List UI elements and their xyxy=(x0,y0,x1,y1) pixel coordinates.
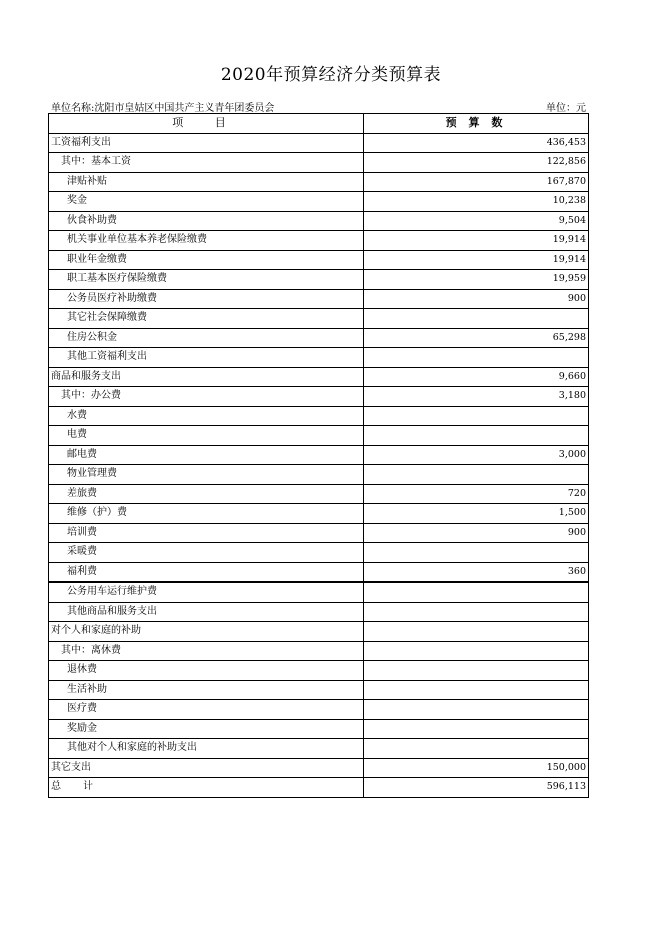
row-amount: 65,298 xyxy=(364,328,589,348)
row-item-name: 其它社会保障缴费 xyxy=(49,309,364,329)
row-amount xyxy=(364,348,589,368)
row-amount: 9,504 xyxy=(364,211,589,231)
row-item-name: 邮电费 xyxy=(49,445,364,465)
table-row xyxy=(49,328,589,348)
row-item-name: 对个人和家庭的补助 xyxy=(49,622,364,642)
row-item-name: 生活补助 xyxy=(49,680,364,700)
header-item: 项 目 xyxy=(49,114,364,134)
row-item-name: 奖金 xyxy=(49,192,364,212)
table-row xyxy=(49,270,589,290)
row-item-name: 公务员医疗补助缴费 xyxy=(49,289,364,309)
row-amount xyxy=(364,661,589,681)
row-amount xyxy=(364,680,589,700)
row-item-name: 差旅费 xyxy=(49,484,364,504)
row-item-name: 奖励金 xyxy=(49,719,364,739)
row-item-name: 住房公积金 xyxy=(49,328,364,348)
row-item-name: 其他工资福利支出 xyxy=(49,348,364,368)
row-item-name: 津贴补贴 xyxy=(49,172,364,192)
row-item-name: 其中：基本工资 xyxy=(49,153,364,173)
row-item-name: 职业年金缴费 xyxy=(49,250,364,270)
row-item-name: 福利费 xyxy=(49,562,364,582)
row-item-name: 水费 xyxy=(49,406,364,426)
row-amount xyxy=(364,426,589,446)
row-amount: 436,453 xyxy=(364,133,589,153)
table-row xyxy=(49,484,589,504)
row-amount xyxy=(364,309,589,329)
row-item-name: 总计 xyxy=(49,778,364,798)
table-row xyxy=(49,387,589,407)
table-row xyxy=(49,172,589,192)
table-body xyxy=(49,133,589,797)
table-row xyxy=(49,680,589,700)
row-amount xyxy=(364,543,589,563)
row-amount: 596,113 xyxy=(364,778,589,798)
row-item-name: 其他对个人和家庭的补助支出 xyxy=(49,739,364,759)
table-row xyxy=(49,426,589,446)
row-amount: 900 xyxy=(364,289,589,309)
table-row xyxy=(49,739,589,759)
row-item-name: 其中：离休费 xyxy=(49,641,364,661)
row-amount: 720 xyxy=(364,484,589,504)
table-row xyxy=(49,562,589,582)
row-amount xyxy=(364,602,589,622)
table-row xyxy=(49,523,589,543)
row-amount xyxy=(364,719,589,739)
row-item-name: 工资福利支出 xyxy=(49,133,364,153)
row-amount xyxy=(364,700,589,720)
row-amount: 9,660 xyxy=(364,367,589,387)
table-row xyxy=(49,602,589,622)
row-amount xyxy=(364,641,589,661)
table-row xyxy=(49,641,589,661)
row-item-name: 维修（护）费 xyxy=(49,504,364,524)
table-row xyxy=(49,231,589,251)
row-item-name: 公务用车运行维护费 xyxy=(49,582,364,602)
row-item-name: 采暖费 xyxy=(49,543,364,563)
row-amount xyxy=(364,739,589,759)
row-item-name: 其它支出 xyxy=(49,758,364,778)
row-amount: 150,000 xyxy=(364,758,589,778)
table-row xyxy=(49,582,589,602)
row-item-name: 商品和服务支出 xyxy=(49,367,364,387)
table-row xyxy=(49,543,589,563)
row-amount: 900 xyxy=(364,523,589,543)
currency-unit: 单位：元 xyxy=(546,103,586,114)
row-amount xyxy=(364,622,589,642)
row-item-name: 培训费 xyxy=(49,523,364,543)
row-item-name: 职工基本医疗保险缴费 xyxy=(49,270,364,290)
row-amount: 19,914 xyxy=(364,250,589,270)
table-row xyxy=(49,211,589,231)
row-amount: 167,870 xyxy=(364,172,589,192)
table-row xyxy=(49,367,589,387)
table-row xyxy=(49,445,589,465)
table-row xyxy=(49,309,589,329)
row-item-name: 医疗费 xyxy=(49,700,364,720)
row-item-name: 其中：办公费 xyxy=(49,387,364,407)
row-amount xyxy=(364,406,589,426)
row-amount: 3,000 xyxy=(364,445,589,465)
row-item-name: 其他商品和服务支出 xyxy=(49,602,364,622)
row-amount xyxy=(364,465,589,485)
table-row xyxy=(49,192,589,212)
row-amount: 19,914 xyxy=(364,231,589,251)
table-row xyxy=(49,406,589,426)
table-row xyxy=(49,153,589,173)
page-title: 2020年预算经济分类预算表 xyxy=(220,65,442,85)
table-row xyxy=(49,622,589,642)
table-row xyxy=(49,133,589,153)
row-item-name: 电费 xyxy=(49,426,364,446)
row-amount: 1,500 xyxy=(364,504,589,524)
unit-name: 单位名称:沈阳市皇姑区中国共产主义青年团委员会 xyxy=(51,103,275,114)
table-row xyxy=(49,250,589,270)
row-amount: 360 xyxy=(364,562,589,582)
table-row xyxy=(49,661,589,681)
row-amount: 19,959 xyxy=(364,270,589,290)
table-row xyxy=(49,348,589,368)
table-row xyxy=(49,758,589,778)
table-row xyxy=(49,504,589,524)
table-row xyxy=(49,289,589,309)
row-item-name: 伙食补助费 xyxy=(49,211,364,231)
row-amount: 10,238 xyxy=(364,192,589,212)
table-header-row xyxy=(49,114,589,134)
budget-table xyxy=(48,113,589,798)
row-item-name: 退休费 xyxy=(49,661,364,681)
table-row xyxy=(49,719,589,739)
row-amount xyxy=(364,582,589,602)
row-amount: 122,856 xyxy=(364,153,589,173)
row-item-name: 机关事业单位基本养老保险缴费 xyxy=(49,231,364,251)
header-amount: 预 算 数 xyxy=(364,114,589,134)
row-amount: 3,180 xyxy=(364,387,589,407)
table-row xyxy=(49,778,589,798)
table-row xyxy=(49,700,589,720)
table-row xyxy=(49,465,589,485)
row-item-name: 物业管理费 xyxy=(49,465,364,485)
